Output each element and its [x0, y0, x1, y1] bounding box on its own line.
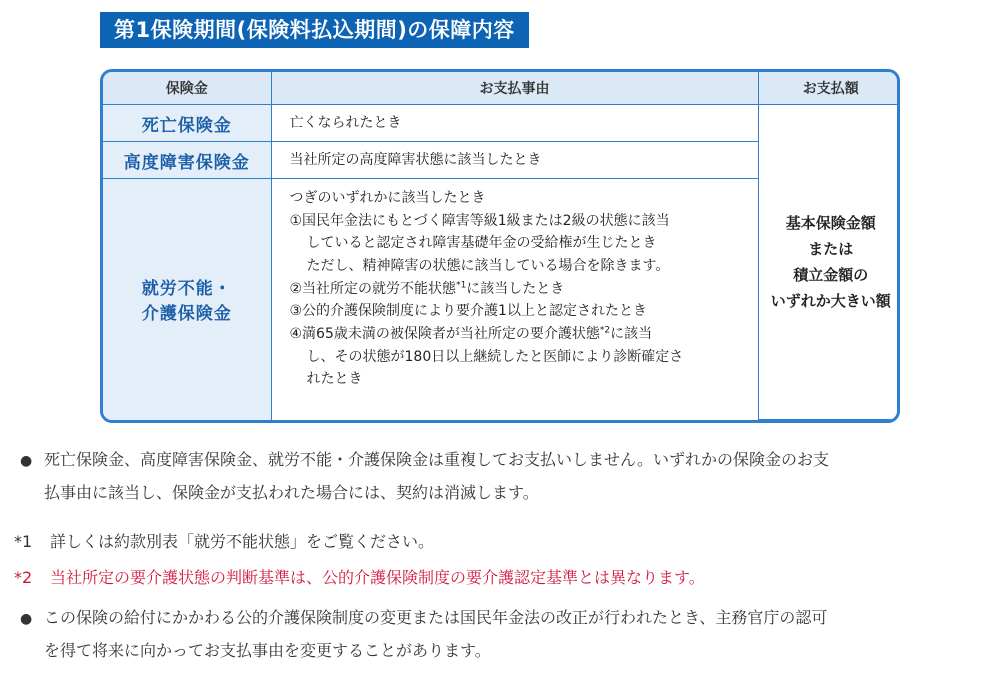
header-benefit: 保険金 [103, 72, 271, 105]
event-text: ②当社所定の就労不能状態 [289, 280, 457, 297]
amount-line: いずれか大きい額 [770, 292, 891, 311]
event-line: していると認定され障害基礎年金の受給権が生じたとき [306, 235, 657, 252]
event-text: に該当したとき [466, 280, 565, 297]
coverage-table [100, 69, 900, 423]
payment-event [271, 105, 758, 142]
event-line: つぎのいずれかに該当したとき [289, 190, 486, 206]
footnote-text: 当社所定の要介護状態の判断基準は、公的介護保険制度の要介護認定基準とは異なります。 [50, 568, 705, 587]
event-line: ただし、精神障害の状態に該当している場合を除きます。 [306, 258, 670, 275]
table-row [103, 105, 900, 142]
footnote-mark: *2 [14, 568, 33, 587]
footnote-2 [14, 562, 984, 594]
header-payment-event: お支払事由 [271, 72, 758, 105]
event-line: 亡くなられたとき [289, 114, 402, 131]
footnote-ref: *2 [599, 325, 611, 336]
benefit-name: 高度障害保険金 [103, 142, 271, 179]
event-line: ③公的介護保険制度により要介護1以上と認定されたとき [289, 303, 647, 320]
benefit-name [103, 179, 271, 420]
note-no-duplicate-payment [20, 444, 990, 509]
section-title: 第1保険期間(保険料払込期間)の保障内容 [100, 12, 529, 48]
event-line: し、その状態が180日以上継続したと医師により診断確定さ [306, 348, 684, 365]
note-text: この保険の給付にかかわる公的介護保険制度の変更または国民年金法の改正が行われたとき、主務官庁の認可 [44, 608, 828, 627]
footnote-1 [14, 526, 984, 558]
bullet-icon: ● [20, 611, 33, 627]
amount-line: または [808, 239, 854, 258]
benefit-name-line: 介護保険金 [141, 304, 232, 325]
payment-amount [758, 105, 900, 420]
event-line: ①国民年金法にもとづく障害等級1級または2級の状態に該当 [289, 212, 670, 229]
header-payment-amount: お支払額 [758, 72, 900, 105]
event-text: に該当 [610, 326, 653, 343]
event-text: ④満65歳未満の被保険者が当社所定の要介護状態 [289, 326, 600, 343]
benefit-name: 死亡保険金 [103, 105, 271, 142]
note-change-of-events [20, 602, 990, 667]
footnote-text: 詳しくは約款別表「就労不能状態」をご覧ください。 [50, 532, 435, 551]
event-line: れたとき [306, 371, 363, 388]
payment-event [271, 142, 758, 179]
note-text: 払事由に該当し、保険金が支払われた場合には、契約は消滅します。 [44, 483, 539, 502]
bullet-icon: ● [20, 453, 33, 469]
amount-line: 積立金額の [793, 266, 869, 284]
note-text: を得て将来に向かってお支払事由を変更することがあります。 [44, 641, 491, 660]
amount-line: 基本保険金額 [785, 213, 876, 232]
benefit-name-line: 就労不能・ [141, 279, 232, 300]
event-line [290, 323, 748, 346]
event-line [290, 278, 748, 301]
event-line: 当社所定の高度障害状態に該当したとき [289, 151, 542, 168]
footnote-mark: *1 [14, 532, 33, 551]
note-text: 死亡保険金、高度障害保険金、就労不能・介護保険金は重複してお支払いしません。いずれかの保険金のお支 [44, 450, 829, 469]
table-header-row [103, 72, 900, 105]
footnote-ref: *1 [456, 280, 467, 291]
payment-event [271, 179, 758, 420]
